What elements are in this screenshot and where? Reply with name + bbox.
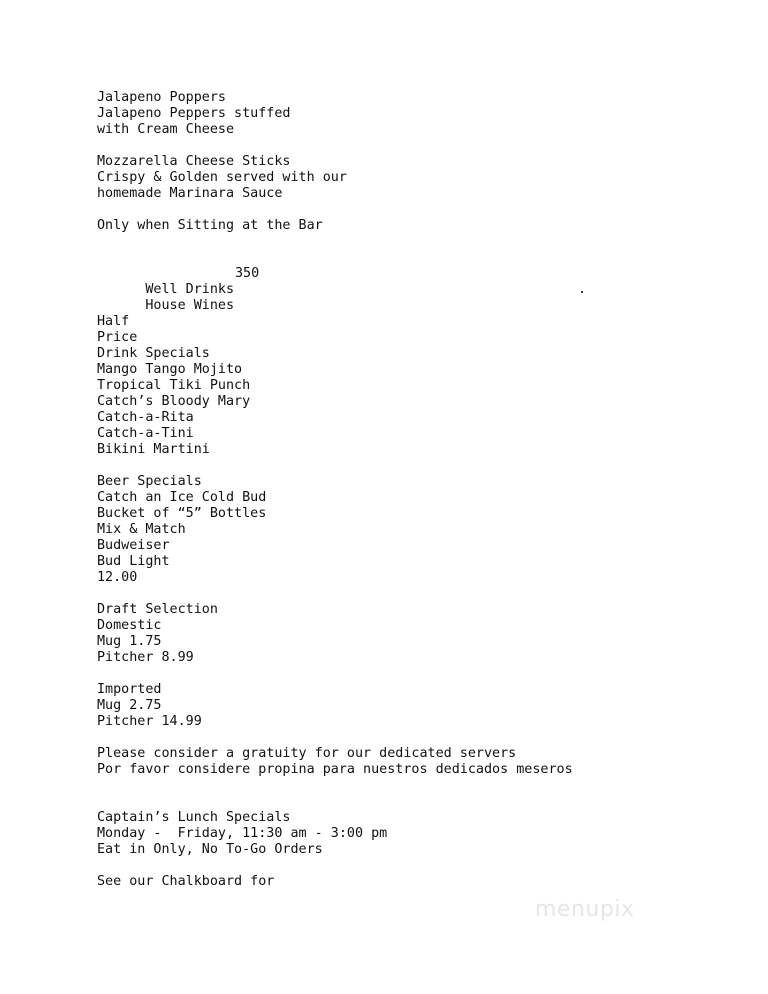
section-line: Beer Specials: [97, 474, 202, 489]
section-line: Pitcher 8.99: [97, 650, 194, 665]
section-line: Catch an Ice Cold Bud: [97, 490, 267, 505]
bar-only-note: Only when Sitting at the Bar: [97, 218, 323, 233]
appetizer-mozzarella: [97, 154, 737, 202]
section-line: Imported: [97, 682, 162, 697]
section-line: 12.00: [97, 570, 138, 585]
section-line: Bucket of “5” Bottles: [97, 506, 267, 521]
section-line: Pitcher 14.99: [97, 714, 202, 729]
chalkboard-note: See our Chalkboard for: [97, 874, 275, 889]
house-wines-label: House Wines: [145, 298, 235, 313]
well-drinks-label: Well Drinks: [145, 282, 235, 297]
menu-page: [97, 90, 737, 890]
item-description: Jalapeno Peppers stuffed: [97, 106, 291, 121]
section-line: Price: [97, 330, 138, 345]
section-line: Half: [97, 314, 130, 329]
item-description: homemade Marinara Sauce: [97, 186, 283, 201]
section-line: Mix & Match: [97, 522, 186, 537]
section-line: Catch-a-Tini: [97, 426, 194, 441]
gratuity-note: [97, 746, 737, 778]
gratuity-english: Please consider a gratuity for our dedicated servers: [97, 746, 517, 761]
section-line: Mango Tango Mojito: [97, 362, 243, 377]
section-line: Drink Specials: [97, 346, 210, 361]
house-wines-row: [97, 282, 737, 313]
section-line: Mug 2.75: [97, 698, 162, 713]
item-description: with Cream Cheese: [97, 122, 235, 137]
section-line: Catch’s Bloody Mary: [97, 394, 251, 409]
lunch-specials-section: [97, 810, 737, 858]
beer-specials-section: [97, 474, 737, 586]
well-drinks-row: [97, 266, 737, 297]
lunch-hours: Monday - Friday, 11:30 am - 3:00 pm: [97, 826, 388, 841]
draft-selection-section: [97, 602, 737, 666]
section-line: Catch-a-Rita: [97, 410, 194, 425]
well-drinks-price: 350: [235, 266, 260, 281]
item-title: Jalapeno Poppers: [97, 90, 226, 105]
bar-drinks: [97, 266, 737, 313]
appetizer-jalapeno: [97, 90, 737, 138]
gratuity-spanish: Por favor considere propina para nuestros dedicados meseros: [97, 762, 573, 777]
house-wines-mark: .: [578, 282, 587, 297]
section-line: Domestic: [97, 618, 162, 633]
section-line: Bud Light: [97, 554, 170, 569]
section-line: Budweiser: [97, 538, 170, 553]
lunch-title: Captain’s Lunch Specials: [97, 810, 291, 825]
item-description: Crispy & Golden served with our: [97, 170, 347, 185]
item-title: Mozzarella Cheese Sticks: [97, 154, 291, 169]
menupix-watermark: menupix: [535, 897, 635, 922]
section-line: Draft Selection: [97, 602, 218, 617]
imported-section: [97, 682, 737, 730]
section-line: Bikini Martini: [97, 442, 210, 457]
half-price-section: [97, 314, 737, 458]
lunch-note: Eat in Only, No To-Go Orders: [97, 842, 323, 857]
section-line: Mug 1.75: [97, 634, 162, 649]
section-line: Tropical Tiki Punch: [97, 378, 251, 393]
